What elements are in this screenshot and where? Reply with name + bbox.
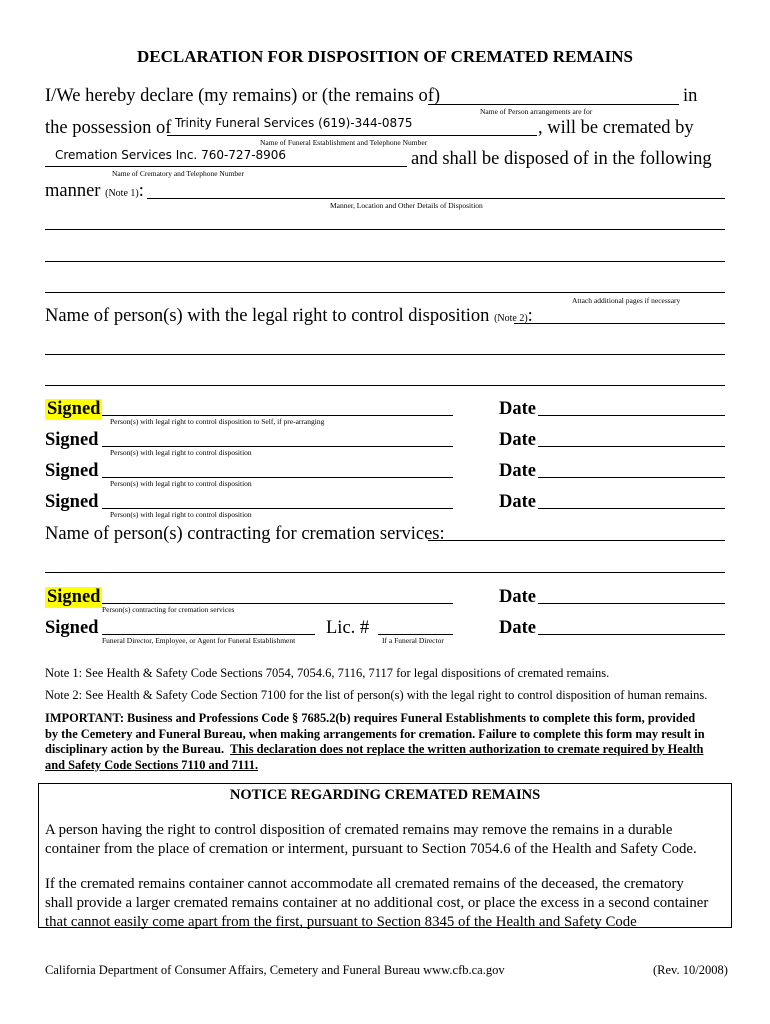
legal-right-label (45, 306, 533, 327)
signature-field-4[interactable] (102, 508, 453, 509)
note-2: Note 2: See Health & Safety Code Section 7100 for the list of person(s) with the legal right to control disposition of human remains. (45, 688, 708, 702)
signed-label-3: Signed (45, 461, 99, 481)
contracting-caption: Person(s) contracting for cremation services (102, 605, 235, 614)
contracting-date-label: Date (499, 587, 536, 607)
date-field-4[interactable] (538, 508, 725, 509)
note-1: Note 1: See Health & Safety Code Sections 7054, 7054.6, 7116, 7117 for legal dispositions of cremated remains. (45, 666, 610, 680)
crematory-value: Cremation Services Inc. 760-727-8906 (55, 148, 287, 162)
notice-paragraph-2 (45, 875, 725, 932)
signature-caption-1: Person(s) with legal right to control disposition to Self, if pre-arranging (110, 417, 325, 426)
signed-label-4: Signed (45, 492, 99, 512)
legal-right-note: (Note 2) (494, 313, 528, 324)
manner-text: manner (45, 181, 101, 201)
manner-colon: : (138, 181, 144, 201)
date-label-2: Date (499, 430, 536, 450)
date-field-2[interactable] (538, 446, 725, 447)
contracting-field-2[interactable] (45, 572, 725, 573)
important-underlined-1: This declaration does not replace the written authorization to cremate required by Health (230, 742, 704, 756)
manner-field-3[interactable] (45, 261, 725, 262)
notice-p1-line-1: A person having the right to control disposition of cremated remains may remove the remains in a durable (45, 822, 673, 838)
director-date-field[interactable] (538, 634, 725, 635)
contracting-label: Name of person(s) contracting for cremation services: (45, 524, 445, 544)
contracting-signed-label: Signed (47, 587, 101, 607)
declaration-line1-prefix: I/We hereby declare (my remains) or (the remains of) (45, 86, 441, 106)
important-underlined-2: and Safety Code Sections 7110 and 7111. (45, 757, 259, 772)
declaration-line1-suffix: in (683, 86, 698, 106)
footer-left: California Department of Consumer Affairs, Cemetery and Funeral Bureau www.cfb.ca.gov (45, 963, 505, 977)
manner-field-4[interactable] (45, 292, 725, 293)
notice-p2-line-1: If the cremated remains container cannot accommodate all cremated remains of the deceased, the crematory (45, 876, 684, 892)
signed-label-2: Signed (45, 430, 99, 450)
funeral-establishment-field[interactable] (167, 135, 537, 136)
manner-field-2[interactable] (45, 229, 725, 230)
notice-p2-line-3: that cannot easily come apart from the first, pursuant to Section 8345 of the Health and Safety Code (45, 914, 637, 930)
director-signed-label: Signed (45, 618, 99, 638)
signed-label-1: Signed (47, 399, 101, 419)
caption-manner: Manner, Location and Other Details of Disposition (330, 201, 483, 210)
legal-right-colon: : (527, 306, 533, 326)
legal-right-text: Name of person(s) with the legal right to control disposition (45, 306, 490, 326)
caption-person: Name of Person arrangements are for (480, 107, 593, 116)
lic-field[interactable] (378, 634, 453, 635)
footer-revision: (Rev. 10/2008) (653, 963, 728, 977)
manner-field-1[interactable] (147, 198, 725, 199)
director-caption: Funeral Director, Employee, or Agent for Funeral Establishment (102, 636, 296, 645)
important-line-3: disciplinary action by the Bureau. (45, 742, 225, 756)
lic-label: Lic. # (326, 618, 370, 638)
crematory-field[interactable] (45, 166, 407, 167)
signature-field-1[interactable] (102, 415, 453, 416)
date-field-3[interactable] (538, 477, 725, 478)
notice-heading: NOTICE REGARDING CREMATED REMAINS (229, 787, 541, 803)
legal-right-field-2[interactable] (45, 354, 725, 355)
date-label-4: Date (499, 492, 536, 512)
date-label-3: Date (499, 461, 536, 481)
caption-establishment: Name of Funeral Establishment and Telephone Number (260, 138, 428, 147)
declaration-line2-suffix: , will be cremated by (538, 118, 694, 138)
manner-label (45, 181, 144, 202)
date-label-1: Date (499, 399, 536, 419)
contracting-signature-field[interactable] (102, 603, 453, 604)
declaration-line3-suffix: and shall be disposed of in the following (411, 149, 712, 169)
notice-paragraph-1 (45, 821, 725, 859)
caption-crematory: Name of Crematory and Telephone Number (112, 169, 245, 178)
legal-right-field-1[interactable] (514, 323, 725, 324)
funeral-establishment-value: Trinity Funeral Services (619)-344-0875 (175, 116, 413, 130)
notice-p1-line-2: container from the place of cremation or interment, pursuant to Section 7054.6 of the Health and Safety Code. (45, 841, 697, 857)
signature-field-3[interactable] (102, 477, 453, 478)
manner-note: (Note 1) (105, 188, 139, 199)
signature-field-2[interactable] (102, 446, 453, 447)
signature-caption-3: Person(s) with legal right to control disposition (110, 479, 252, 488)
person-name-field[interactable] (428, 104, 679, 105)
notice-p2-line-2: shall provide a larger cremated remains container at no additional cost, or place the excess in a second container (45, 895, 709, 911)
legal-right-field-3[interactable] (45, 385, 725, 386)
director-date-label: Date (499, 618, 536, 638)
signature-caption-2: Person(s) with legal right to control disposition (110, 448, 252, 457)
contracting-field-1[interactable] (428, 540, 725, 541)
caption-attach: Attach additional pages if necessary (572, 296, 681, 305)
date-field-1[interactable] (538, 415, 725, 416)
important-line-2: by the Cemetery and Funeral Bureau, when making arrangements for cremation. Failure to complete this form may result in (45, 726, 705, 741)
declaration-line2-prefix: the possession of (45, 118, 172, 138)
director-signature-field[interactable] (102, 634, 315, 635)
signature-caption-4: Person(s) with legal right to control disposition (110, 510, 252, 519)
important-line-1: IMPORTANT: Business and Professions Code § 7685.2(b) requires Funeral Establishments to complete this form, provided (45, 711, 696, 725)
page-title: DECLARATION FOR DISPOSITION OF CREMATED REMAINS (136, 47, 634, 66)
lic-caption: If a Funeral Director (382, 636, 444, 645)
contracting-date-field[interactable] (538, 603, 725, 604)
important-paragraph (45, 711, 725, 773)
